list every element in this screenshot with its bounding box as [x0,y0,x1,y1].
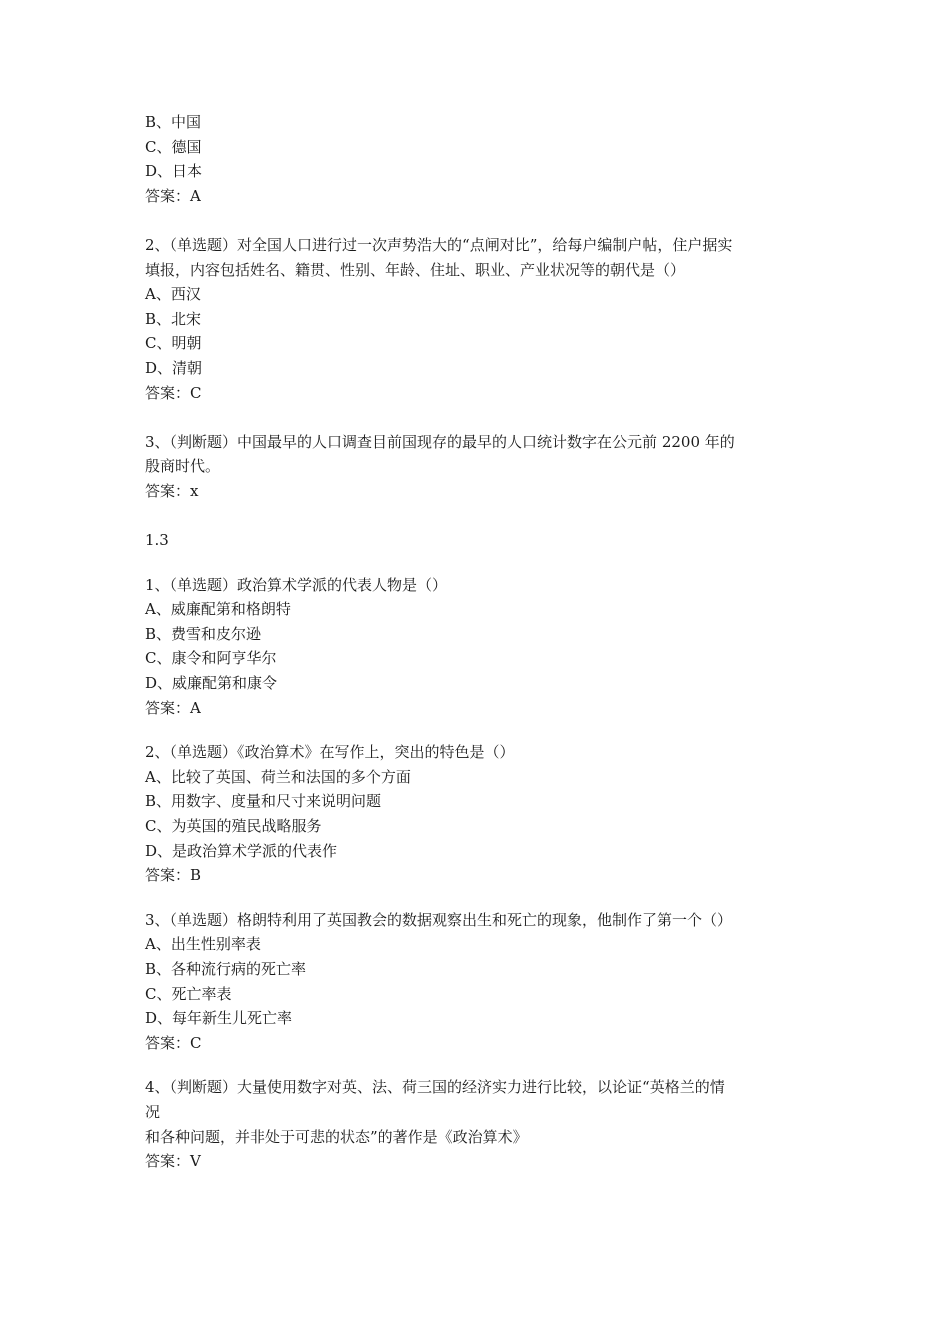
document-page [145,110,805,1174]
answer: 答案：C [145,1033,202,1052]
answer: 答案：A [145,186,201,205]
question-text-cont: 填报，内容包括姓名、籍贯、性别、年龄、住址、职业、产业状况等的朝代是（） [145,260,686,279]
answer: 答案：V [145,1152,201,1171]
question-text-cont: 况 [145,1102,161,1121]
option-b: B、北宋 [145,309,202,328]
option-d: D、是政治算术学派的代表作 [145,841,338,860]
question-text-cont: 和各种问题，并非处于可悲的状态”的著作是《政治算术》 [145,1127,528,1146]
option-c: C、为英国的殖民战略服务 [145,817,322,836]
answer: 答案：A [145,698,201,717]
option-a: A、威廉配第和格朗特 [145,600,291,619]
option-d: D、每年新生儿死亡率 [145,1009,293,1028]
option-a: A、比较了英国、荷兰和法国的多个方面 [145,767,411,786]
option-d: D、威廉配第和康令 [145,674,278,693]
option-a: A、出生性别率表 [145,935,261,954]
option-c: C、德国 [145,137,202,156]
option-d: D、日本 [145,162,203,181]
question-text: 3、（单选题）格朗特利用了英国教会的数据观察出生和死亡的现象，他制作了第一个（） [145,910,733,929]
option-b: B、各种流行病的死亡率 [145,960,307,978]
question-text: 3、（判断题）中国最早的人口调查目前国现存的最早的人口统计数字在公元前 2200 年的 [145,432,735,451]
option-c: C、康令和阿亨华尔 [145,649,277,668]
option-c: C、明朝 [145,334,202,353]
option-b: B、费雪和皮尔逊 [145,624,262,643]
option-b: B、用数字、度量和尺寸来说明问题 [145,792,382,811]
question-text: 2、（单选题）对全国人口进行过一次声势浩大的“点闸对比”，给每户编制户帖，住户据实 [145,235,733,254]
question-text-cont: 殷商时代。 [145,457,221,476]
answer: 答案：x [145,481,199,500]
question-text: 2、（单选题）《政治算术》在写作上，突出的特色是（） [145,743,515,762]
option-a: A、西汉 [145,285,201,304]
option-b: B、中国 [145,113,202,131]
question-text: 4、（判断题）大量使用数字对英、法、荷三国的经济实力进行比较，以论证“英格兰的情 [145,1078,725,1097]
answer: 答案：C [145,383,202,402]
section-heading: 1.3 [145,531,169,550]
option-c: C、死亡率表 [145,984,232,1003]
question-text: 1、（单选题）政治算术学派的代表人物是（） [145,575,448,594]
answer: 答案：B [145,866,202,885]
option-d: D、清朝 [145,358,203,377]
